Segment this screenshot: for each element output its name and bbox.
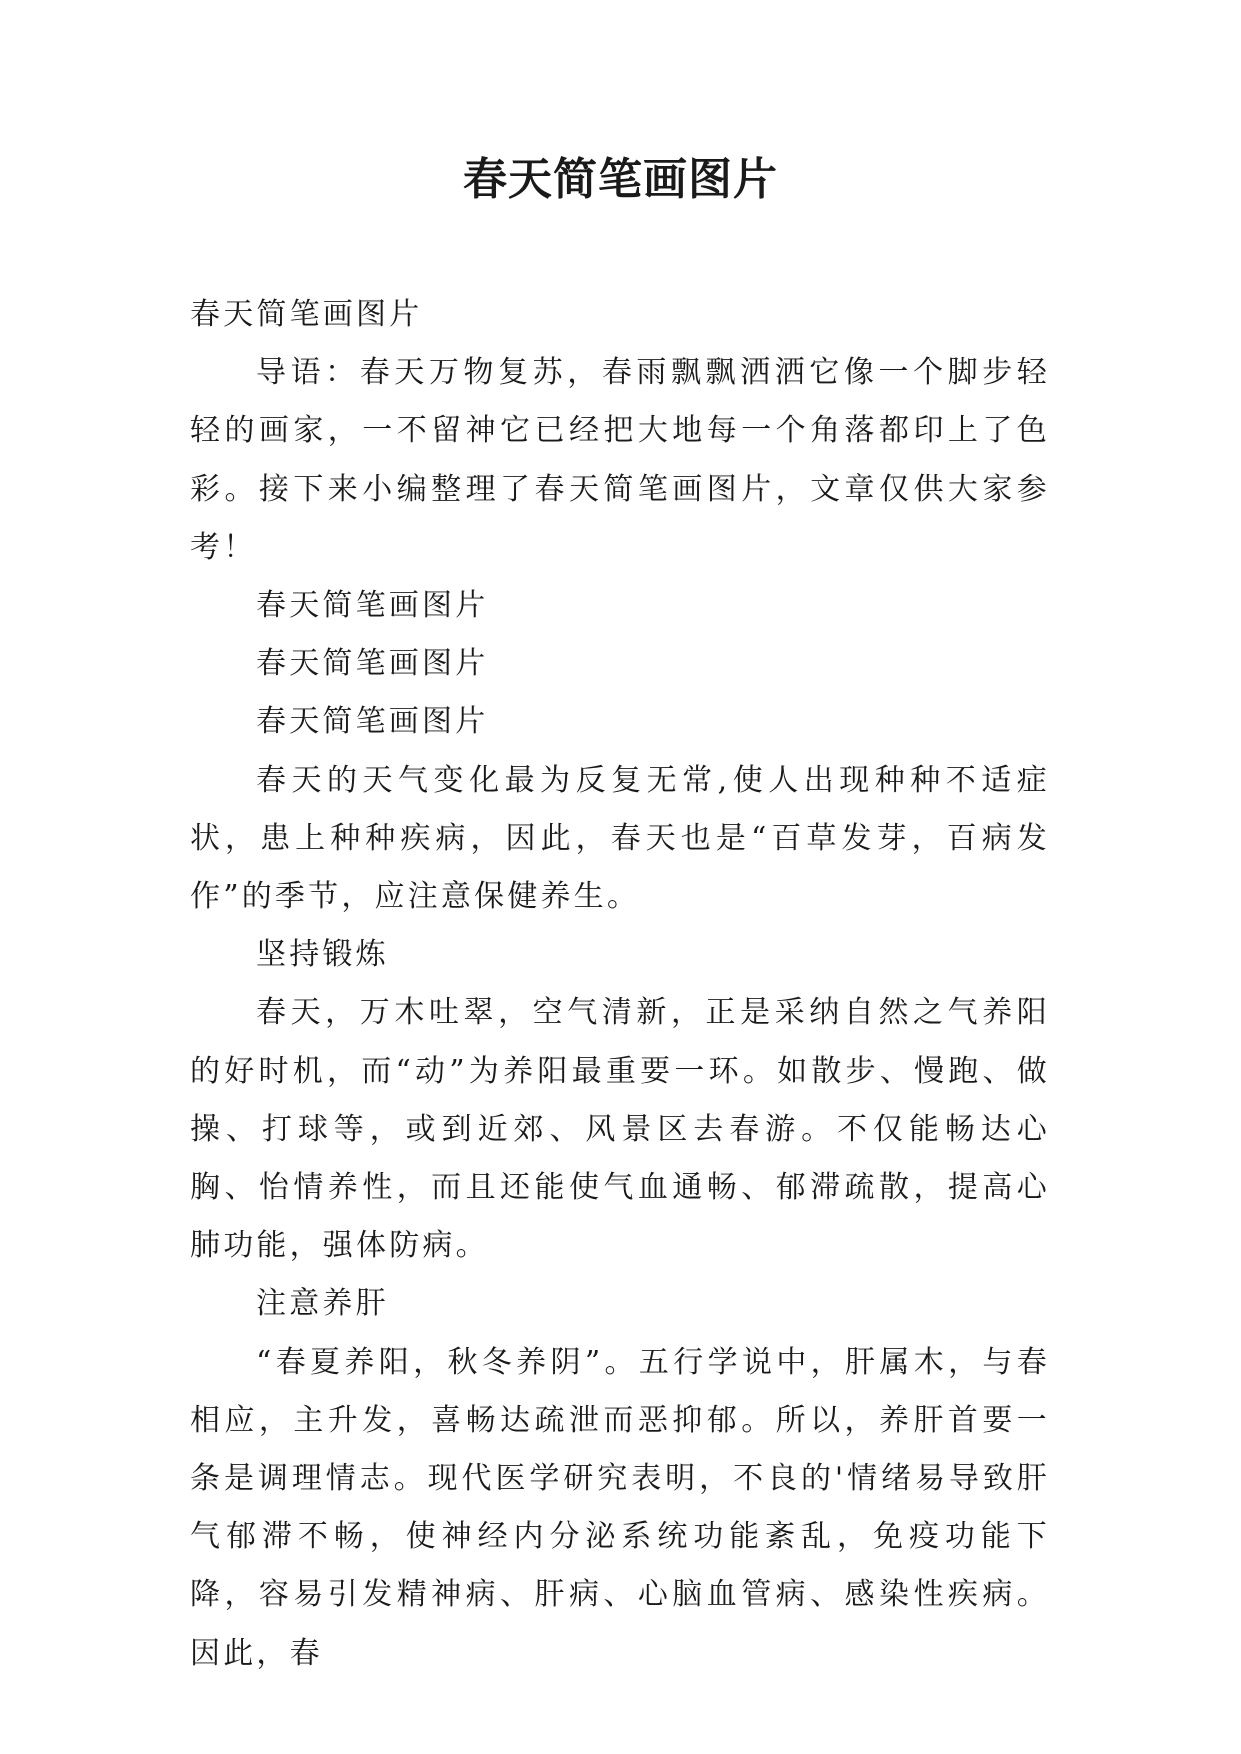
document-body <box>190 286 1050 1683</box>
section-heading-liver: 注意养肝 <box>256 1286 389 1322</box>
paragraph-weather: 春天的天气变化最为反复无常,使人出现种种不适症状，患上种种疾病，因此，春天也是“百草发芽，百病发作”的季节，应注意保健养生。 <box>190 762 1050 915</box>
document-title: 春天简笔画图片 <box>463 154 778 205</box>
paragraph-subtitle: 春天简笔画图片 <box>190 297 423 332</box>
section-heading-exercise: 坚持锻炼 <box>256 937 389 973</box>
paragraph-liver: “春夏养阳，秋冬养阴”。五行学说中，肝属木，与春相应，主升发，喜畅达疏泄而恶抑郁。所以，养肝首要一条是调理情志。现代医学研究表明，不良的'情绪易导致肝气郁滞不畅，使神经内分泌系统功能紊乱，免疫功能下降，容易引发精神病、肝病、心脑血管病、感染性疾病。因此，春 <box>190 1344 1050 1671</box>
paragraph-image-caption: 春天简笔画图片 <box>256 588 489 624</box>
paragraph-intro: 导语：春天万物复苏，春雨飘飘洒洒它像一个脚步轻轻的画家，一不留神它已经把大地每一个角落都印上了色彩。接下来小编整理了春天简笔画图片，文章仅供大家参考！ <box>190 355 1050 565</box>
paragraph-image-caption: 春天简笔画图片 <box>256 646 489 682</box>
paragraph-image-caption: 春天简笔画图片 <box>256 704 489 740</box>
paragraph-exercise: 春天，万木吐翠，空气清新，正是采纳自然之气养阳的好时机，而“动”为养阳最重要一环。如散步、慢跑、做操、打球等，或到近郊、风景区去春游。不仅能畅达心胸、怡情养性，而且还能使气血通畅、郁滞疏散，提高心肺功能，强体防病。 <box>190 995 1050 1264</box>
